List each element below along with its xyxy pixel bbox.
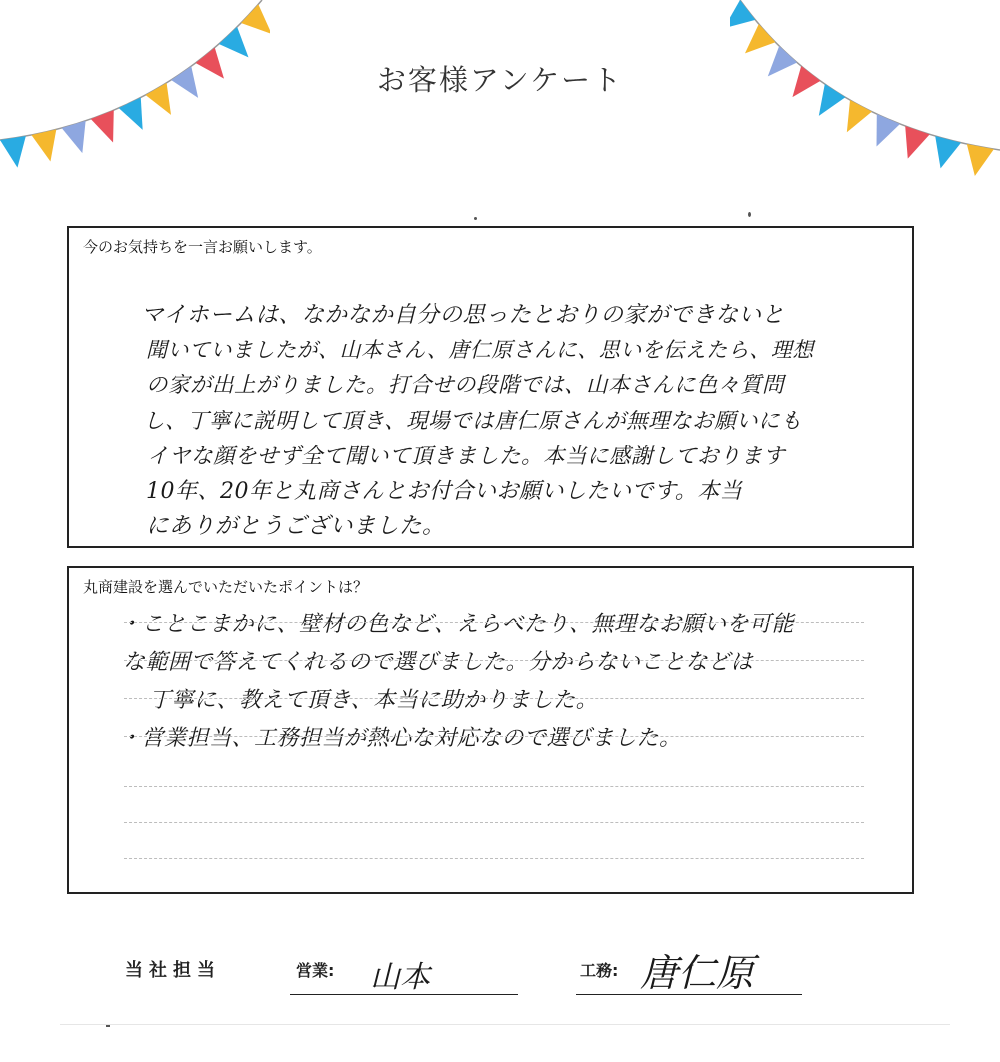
- pennant-flag: [91, 110, 114, 142]
- works-staff-name: 唐仁原: [640, 951, 755, 995]
- feelings-answer: [141, 298, 892, 544]
- pennant-flag: [935, 136, 961, 168]
- reasons-box: [67, 566, 914, 894]
- sales-label: 営業:: [296, 961, 335, 980]
- writing-guide-line: [124, 858, 864, 859]
- answer-line: マイホームは、なかなか自分の思ったとおりの家ができないと: [141, 302, 785, 328]
- writing-guide-line: [124, 622, 864, 623]
- answer-line: の家が出上がりました。打合せの段階では、山本さんに色々質問: [146, 373, 785, 399]
- answer-line: な範囲で答えてくれるので選びました。分からないことなどは: [123, 650, 754, 675]
- pennant-flag: [241, 4, 270, 34]
- answer-line: 聞いていましたが、山本さん、唐仁原さんに、思いを伝えたら、理想: [146, 338, 814, 363]
- reasons-question: 丸商建設を選んでいただいたポイントは？: [83, 578, 369, 596]
- writing-guide-line: [124, 660, 864, 661]
- answer-line: 10年、20年と丸商さんとお付合いお願いしたいです。本当: [146, 478, 743, 504]
- answer-line: イヤな顔をせず全て聞いて頂きました。本当に感謝しております: [147, 443, 786, 469]
- stray-mark: [748, 212, 751, 217]
- works-signature-line: [576, 994, 802, 995]
- pennant-flag: [119, 97, 143, 129]
- pennant-flag: [219, 27, 249, 57]
- answer-line: にありがとうございました。: [146, 513, 446, 540]
- answer-line: ・ことこまかに、壁材の色など、えらべたり、無理なお願いを可能: [119, 612, 795, 637]
- sales-signature-line: [290, 994, 518, 995]
- answer-line: 丁寧に、教えて頂き、本当に助かりました。: [149, 688, 599, 713]
- staff-in-charge-label: 当社担当: [125, 960, 221, 981]
- feelings-question: 今のお気持ちを一言お願いします。: [83, 238, 322, 256]
- answer-line: し、丁寧に説明して頂き、現場では唐仁原さんが無理なお願いにも: [143, 408, 803, 434]
- sales-staff-name: 山本: [370, 960, 430, 995]
- page-title: お客様アンケート: [376, 63, 624, 97]
- pennant-flag: [0, 136, 26, 168]
- bottom-rule: [60, 1024, 950, 1025]
- pennant-flag: [745, 24, 775, 53]
- writing-guide-line: [124, 736, 864, 737]
- works-label: 工務:: [580, 961, 619, 980]
- pennant-flag: [31, 129, 56, 161]
- writing-guide-line: [124, 786, 864, 787]
- stray-dot: [474, 217, 477, 220]
- pennant-flag: [62, 121, 86, 153]
- answer-line: ・営業担当、工務担当が熱心な対応なので選びました。: [119, 726, 682, 751]
- writing-guide-line: [124, 822, 864, 823]
- pennant-flag: [967, 144, 994, 176]
- pennant-flag: [905, 126, 929, 159]
- feelings-box: [67, 226, 914, 548]
- writing-guide-line: [124, 698, 864, 699]
